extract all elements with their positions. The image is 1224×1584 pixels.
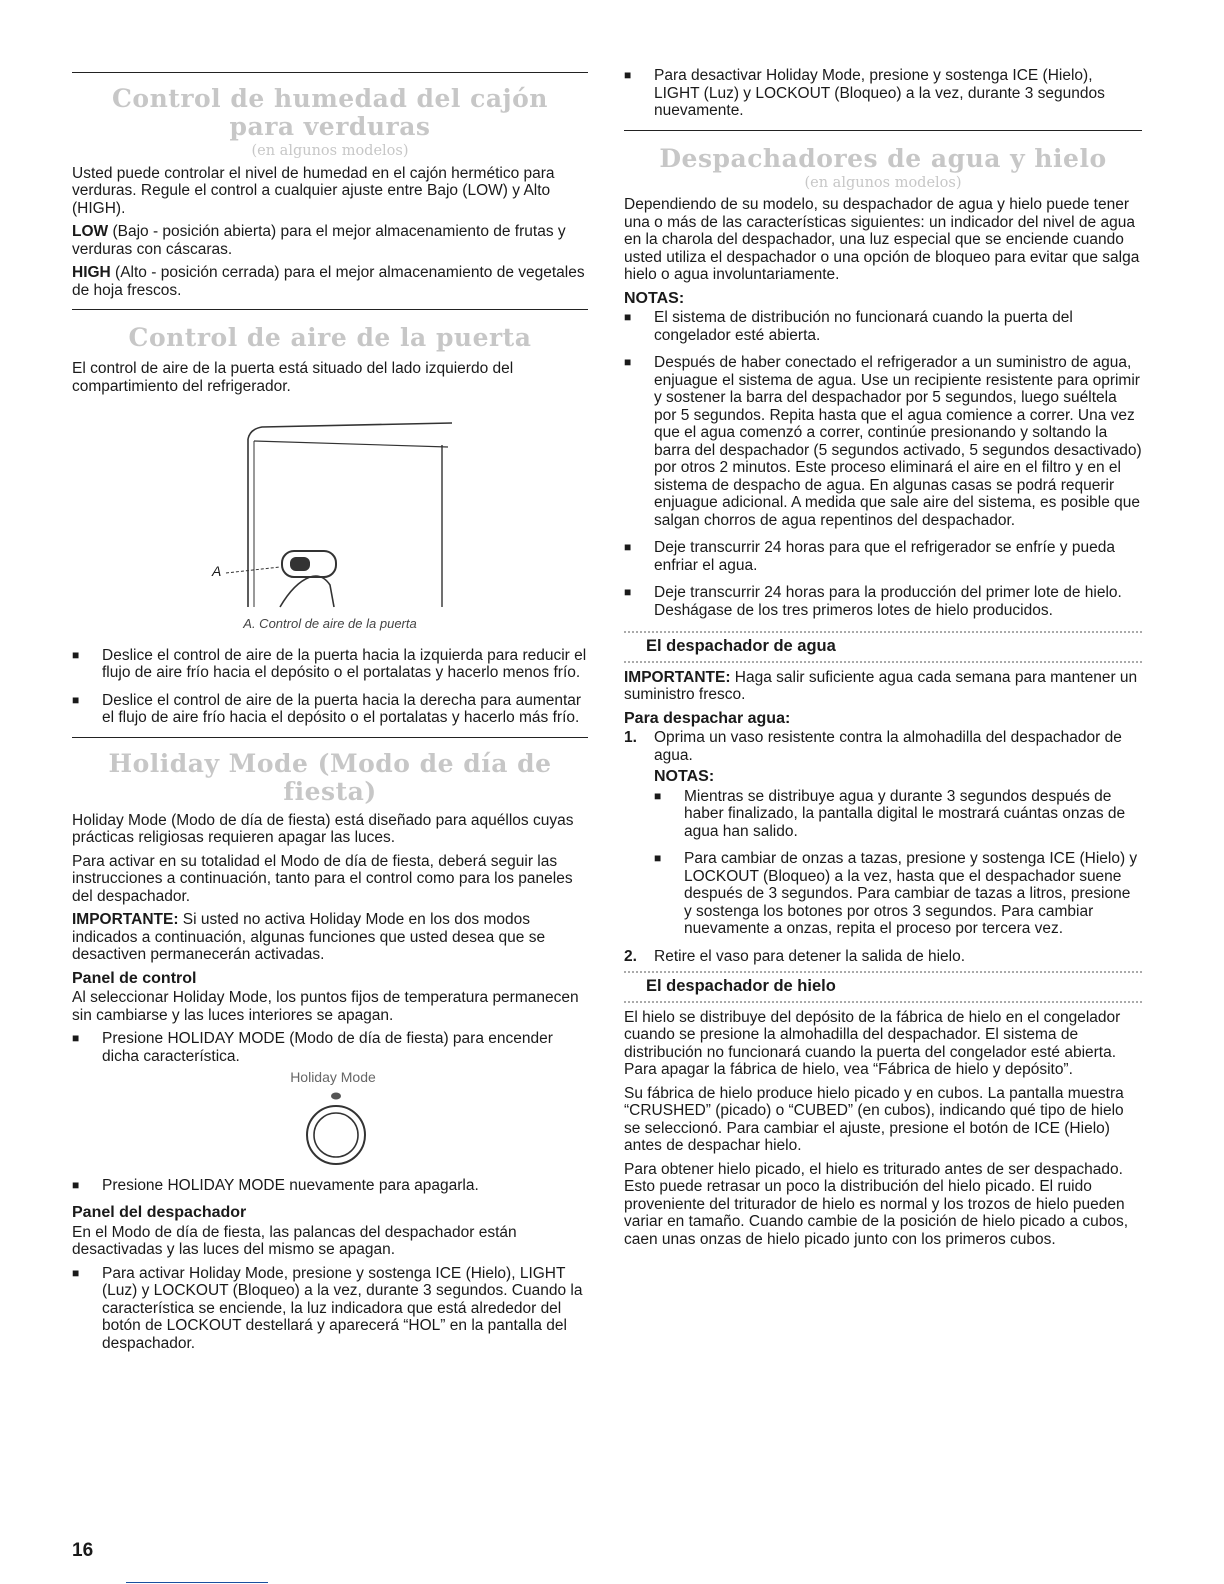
section-divider (72, 737, 588, 738)
door-air-diagram (72, 401, 588, 611)
section-divider (72, 72, 588, 73)
control-panel-bullet-on: ■ Presione HOLIDAY MODE (Modo de día de fiesta) para encender dicha característica. (72, 1030, 588, 1065)
water-dispenser-heading: El despachador de agua (646, 637, 836, 655)
water-section (624, 631, 1142, 965)
humidity-section (72, 85, 588, 299)
dotted-divider (624, 661, 1142, 663)
dispenser-panel-text: En el Modo de día de fiesta, las palancas del despachador están desactivadas y las luces del mismo se apagan. (72, 1223, 517, 1258)
door-air-intro: El control de aire de la puerta está situado del lado izquierdo del compartimiento del refrigerador. (72, 360, 514, 395)
control-panel-title: Panel de control (72, 969, 197, 987)
dotted-divider (624, 1001, 1142, 1003)
door-air-caption: A. Control de aire de la puerta (243, 616, 417, 631)
door-air-heading: Control de aire de la puerta (128, 323, 532, 352)
dispensers-section (624, 145, 1142, 620)
right-column (624, 0, 1142, 1254)
section-divider (624, 130, 1142, 131)
dispensers-intro: Dependiendo de su modelo, su despachador de agua y hielo puede tener una o más de las características siguientes: un indicador del nivel de agua en la charola del despachador, una luz especial que se enciende cuando usted utiliza el despachador o una opción de bloqueo para evitar que salga hielo o agua involuntariamente. (624, 196, 1140, 283)
footer-line (126, 1582, 268, 1583)
control-panel-bullet-off: ■ Presione HOLIDAY MODE nuevamente para apagarla. (72, 1177, 588, 1195)
holiday-instructions: Para activar en su totalidad el Modo de día de fiesta, deberá seguir las instrucciones a continuación, tanto para el control como para los paneles del despachador. (72, 852, 573, 905)
door-air-illustration (72, 401, 588, 611)
water-notes-label: NOTAS: (654, 768, 715, 785)
humidity-high (72, 264, 588, 299)
dispensers-note-3: ■ Deje transcurrir 24 horas para que el refrigerador se enfríe y pueda enfriar el agua. (624, 539, 1142, 574)
dispensers-note-2: ■ Después de haber conectado el refrigerador a un suministro de agua, enjuague el sistema de agua. Use un recipiente resistente para oprimir y sostener la barra del despachador por 5 segundos, luego suéltela por 5 segundos. Repita hasta que el agua comience a correr. Una vez que el agua comenzó a correr, continúe presionando y soltando la barra del despachador (5 segundos activado, 5 segundos desactivado) por otros 2 minutos. Este proceso eliminará el aire en el filtro y en el sistema de despacho de agua. En algunas casas se podrá requerir enjuague adicional. A medida que sale aire del sistema, es posible que salgan chorros de agua repentinos del despachador. (624, 354, 1142, 529)
section-divider (72, 309, 588, 310)
water-note-2: ■ Para cambiar de onzas a tazas, presione y sostenga ICE (Hielo) y LOCKOUT (Bloqueo) a la vez, hasta que el despachador suene después de 3 segundos. Para cambiar de tazas a litros, presione y sostenga los botones por otros 3 segundos. Para cambiar nuevamente a onzas, repita el proceso por tercera vez. (654, 850, 1142, 938)
step-number: 1. (624, 729, 637, 746)
step-text: Retire el vaso para detener la salida de hielo. (654, 947, 966, 965)
water-important-label: IMPORTANTE: (624, 668, 731, 686)
water-important (624, 669, 1142, 704)
water-step-2 (624, 948, 1142, 966)
ice-section (624, 971, 1142, 1248)
door-air-bullet-right: ■ Deslice el control de aire de la puerta hacia la derecha para aumentar el flujo de aire frío hacia el depósito o el portalatas y hacerlo más frío. (72, 692, 588, 727)
left-column (72, 0, 588, 1362)
holiday-important (72, 911, 588, 964)
humidity-intro: Usted puede controlar el nivel de humedad en el cajón hermético para verduras. Regule el control a cualquier ajuste entre Bajo (LOW) y Alto (HIGH). (72, 164, 555, 217)
dispensers-heading: Despachadores de agua y hielo (659, 143, 1107, 173)
holiday-section (72, 750, 588, 1353)
low-text: (Bajo - posición abierta) para el mejor almacenamiento de frutas y verduras con cáscaras. (72, 223, 566, 258)
door-air-bullet-left: ■ Deslice el control de aire de la puerta hacia la izquierda para reducir el flujo de aire frío hacia el depósito o el portalatas y hacerlo menos frío. (72, 647, 588, 682)
low-label: LOW (72, 223, 109, 240)
ice-paragraph-2: Su fábrica de hielo produce hielo picado y en cubos. La pantalla muestra “CRUSHED” (picado) o “CUBED” (en cubos), indicando qué tipo de hielo se seleccionó. Para cambiar el ajuste, presione el botón de ICE (Hielo) antes de despachar hielo. (624, 1084, 1124, 1154)
dispensers-note-1: ■ El sistema de distribución no funcionará cuando la puerta del congelador esté abierta. (624, 309, 1142, 344)
humidity-subtitle: (en algunos modelos) (251, 143, 409, 159)
holiday-intro: Holiday Mode (Modo de día de fiesta) está diseñado para aquéllos cuyas prácticas religiosas requieren apagar las luces. (72, 811, 574, 846)
step-text: Oprima un vaso resistente contra la almohadilla del despachador de agua. (654, 729, 1122, 764)
ice-dispenser-heading: El despachador de hielo (646, 977, 836, 995)
water-step-1 (624, 729, 1142, 764)
dispensers-notes-label: NOTAS: (624, 289, 685, 307)
holiday-heading: Holiday Mode (Modo de día de fiesta) (108, 748, 552, 806)
control-panel-text: Al seleccionar Holiday Mode, los puntos fijos de temperatura permanecen sin cambiarse y las luces interiores se apagan. (72, 989, 579, 1024)
dispenser-panel-title: Panel del despachador (72, 1204, 247, 1221)
dispenser-panel-bullet-on: ■ Para activar Holiday Mode, presione y sostenga ICE (Hielo), LIGHT (Luz) y LOCKOUT (Bloqueo) a la vez, durante 3 segundos. Cuando la característica se enciende, la luz indicadora que está alrededor del botón de LOCKOUT destellará y aparecerá “HOL” en la pantalla del despachador. (72, 1265, 588, 1353)
diagram-label-a: A (212, 563, 222, 579)
dispensers-note-4: ■ Deje transcurrir 24 horas para la producción del primer lote de hielo. Deshágase de los tres primeros lotes de hielo producidos. (624, 584, 1142, 619)
ice-paragraph-1: El hielo se distribuye del depósito de la fábrica de hielo en el congelador cuando se presione la almohadilla del despachador. El sistema de distribución no funcionará cuando la puerta del congelador esté abierta. Para apagar la fábrica de hielo, vea “Fábrica de hielo y depósito”. (624, 1008, 1121, 1078)
ice-paragraph-3: Para obtener hielo picado, el hielo es triturado antes de ser despachado. Esto puede retrasar un poco la distribución del hielo picado. El ruido proveniente del triturador de hielo es normal y los trozos de hielo pueden variar en tamaño. Cuando cambie de la posición de hielo picado a cubos, caen unas onzas de hielo picado junto con los primeros cubos. (624, 1160, 1129, 1248)
water-note-1: ■ Mientras se distribuye agua y durante 3 segundos después de haber finalizado, la pantalla digital le mostrará cuántas onzas de agua han salido. (654, 788, 1142, 841)
page-number: 16 (72, 1540, 94, 1561)
important-label: IMPORTANTE: (72, 911, 179, 928)
holiday-off-bullet: ■ Para desactivar Holiday Mode, presione y sostenga ICE (Hielo), LIGHT (Luz) y LOCKOUT (Bloqueo) a la vez, durante 3 segundos nuevamente. (624, 67, 1142, 120)
holiday-mode-button[interactable] (72, 1087, 588, 1173)
humidity-heading: Control de humedad del cajón para verduras (112, 84, 548, 141)
water-step-notes (624, 768, 1142, 938)
holiday-mode-button-icon (72, 1087, 588, 1173)
holiday-mode-label: Holiday Mode (290, 1069, 376, 1085)
humidity-low (72, 223, 588, 258)
water-important-text: Haga salir suficiente agua cada semana para mantener un suministro fresco. (624, 668, 1138, 703)
water-howto-title: Para despachar agua: (624, 709, 791, 727)
step-number: 2. (624, 947, 637, 965)
dispensers-subtitle: (en algunos modelos) (804, 174, 962, 191)
high-label: HIGH (72, 264, 111, 281)
door-air-section (72, 324, 588, 727)
high-text: (Alto - posición cerrada) para el mejor almacenamiento de vegetales de hoja frescos. (72, 264, 585, 299)
important-text: Si usted no activa Holiday Mode en los dos modos indicados a continuación, algunas funciones que usted desea que se desactiven permanecerán activadas. (72, 911, 546, 963)
